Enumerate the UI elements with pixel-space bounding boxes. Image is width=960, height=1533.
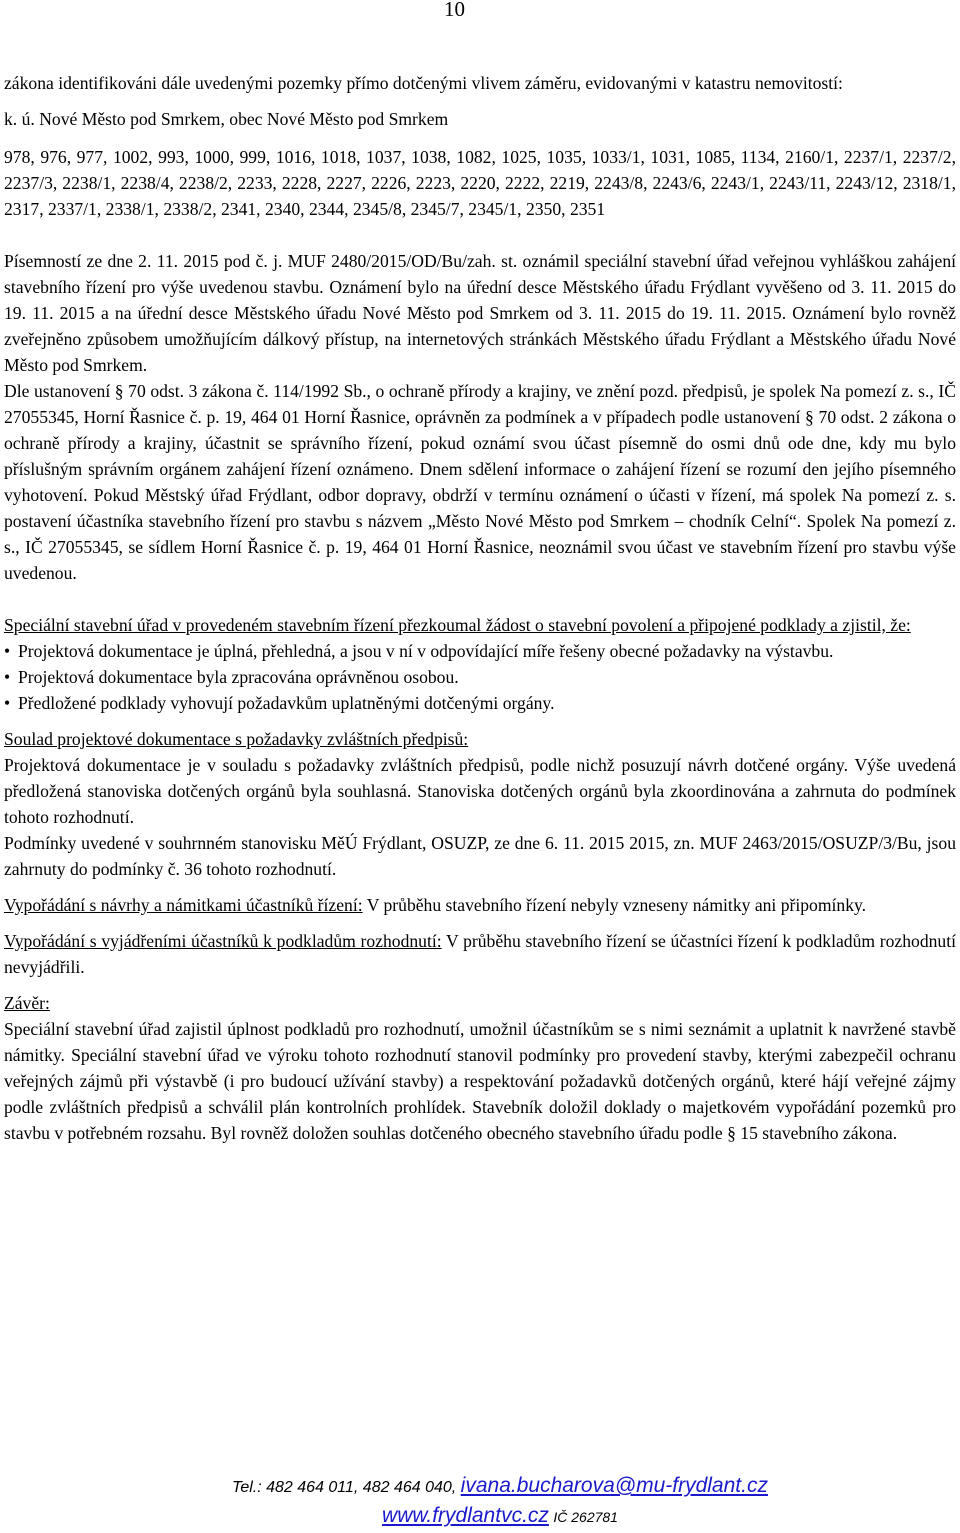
parcel-list: 978, 976, 977, 1002, 993, 1000, 999, 1016, 1018, 1037, 1038, 1082, 1025, 1035, 1033/1, 1031, 1085, 1134, 2160/1, 2237/1, 2237/2, 2237/3, 2238/1, 2238/4, 2238/2, 2233, 2228, 2227, 2226, 2223, 2220, 2222, 2219, 2243/8, 2243/6, 2243/1, 2243/11, 2243/12, 2318/1, 2317, 2337/1, 2338/1, 2338/2, 2341, 2340, 2344, 2345/8, 2345/7, 2345/1, 2350, 2351 <box>4 147 956 219</box>
footer <box>190 1472 810 1532</box>
compliance-paragraph: Projektová dokumentace je v souladu s požadavky zvláštních předpisů, podle nichž posuzují návrh dotčené orgány. Výše uvedená předložená stanoviska dotčených orgánů byla souhlasná. Stanoviska dotčených orgánů byla zkoordinována a zahrnuta do podmínek tohoto rozhodnutí. <box>4 755 956 827</box>
association-paragraph: Dle ustanovení § 70 odst. 3 zákona č. 114/1992 Sb., o ochraně přírody a krajiny, ve znění pozd. předpisů, je spolek Na pomezí z. s., IČ 27055345, Horní Řasnice č. p. 19, 464 01 Horní Řasnice, oprávněn za podmínek a v případech podle ustanovení § 70 odst. 2 zákona o ochraně přírody a krajiny, účastnit se správního řízení, pokud oznámí svou účast písemně do osmi dnů ode dne, kdy mu bylo příslušným správním orgánem zahájení řízení oznámeno. Dnem sdělení informace o zahájení řízení se rozumí den jejího písemného vyhotovení. Pokud Městský úřad Frýdlant, odbor dopravy, obdrží v termínu oznámení o účasti v řízení, má spolek Na pomezí z. s. postavení účastníka stavebního řízení pro stavbu s názvem „Město Nové Město pod Smrkem – chodník Celní“. Spolek Na pomezí z. s., IČ 27055345, se sídlem Horní Řasnice č. p. 19, 464 01 Horní Řasnice, neoznámil svou účast ve stavebním řízení pro stavbu výše uvedenou. <box>4 381 956 583</box>
bullet-text: Projektová dokumentace byla zpracována oprávněnou osobou. <box>18 667 459 687</box>
review-heading: Speciální stavební úřad v provedeném stavebním řízení přezkoumal žádost o stavební povolení a připojené podklady a zjistil, že: <box>4 615 911 635</box>
bullet-icon: • <box>4 667 11 687</box>
objections-paragraph <box>4 892 956 918</box>
footer-ico: IČ 262781 <box>553 1509 618 1525</box>
review-bullet <box>4 638 956 664</box>
statements-heading: Vypořádání s vyjádřeními účastníků k podkladům rozhodnutí: <box>4 931 442 951</box>
bullet-icon: • <box>4 641 11 661</box>
website-link[interactable]: www.frydlantvc.cz <box>382 1504 549 1527</box>
page-number: 10 <box>444 0 465 21</box>
compliance-heading: Soulad projektové dokumentace s požadavky zvláštních předpisů: <box>4 729 469 749</box>
cadastral-area: k. ú. Nové Město pod Smrkem, obec Nové Město pod Smrkem <box>4 109 449 129</box>
conclusion-heading: Závěr: <box>4 993 50 1013</box>
bullet-text: Projektová dokumentace je úplná, přehledná, a jsou v ní v odpovídající míře řešeny obecné požadavky na výstavbu. <box>18 641 834 661</box>
footer-contact-line <box>190 1472 810 1502</box>
bullet-icon: • <box>4 693 11 713</box>
review-bullet <box>4 690 956 716</box>
email-link[interactable]: ivana.bucharova@mu-frydlant.cz <box>460 1474 768 1497</box>
footer-phone: Tel.: 482 464 011, 482 464 040, <box>232 1479 461 1496</box>
review-bullet <box>4 664 956 690</box>
statements-paragraph <box>4 928 956 980</box>
notice-paragraph: Písemností ze dne 2. 11. 2015 pod č. j. MUF 2480/2015/OD/Bu/zah. st. oznámil speciální stavební úřad veřejnou vyhláškou zahájení stavebního řízení pro výše uvedenou stavbu. Oznámení bylo na úřední desce Městského úřadu Frýdlant vyvěšeno od 3. 11. 2015 do 19. 11. 2015 a na úřední desce Městského úřadu Nové Město pod Smrkem od 3. 11. 2015 do 19. 11. 2015. Oznámení bylo rovněž zveřejněno způsobem umožňujícím dálkový přístup, na internetových stránkách Městského úřadu Frýdlant a Městského úřadu Nové Město pod Smrkem. <box>4 251 956 375</box>
conditions-paragraph: Podmínky uvedené v souhrnném stanovisku MěÚ Frýdlant, OSUZP, ze dne 6. 11. 2015 2015, zn. MUF 2463/2015/OSUZP/3/Bu, jsou zahrnuty do podmínky č. 36 tohoto rozhodnutí. <box>4 833 956 879</box>
document-body <box>4 70 956 1146</box>
footer-web-line <box>190 1502 810 1532</box>
objections-text: V průběhu stavebního řízení nebyly vzneseny námitky ani připomínky. <box>362 895 867 915</box>
intro-paragraph: zákona identifikováni dále uvedenými pozemky přímo dotčenými vlivem záměru, evidovanými v katastru nemovitostí: <box>4 73 843 93</box>
bullet-text: Předložené podklady vyhovují požadavkům uplatněnými dotčenými orgány. <box>18 693 555 713</box>
conclusion-paragraph: Speciální stavební úřad zajistil úplnost podkladů pro rozhodnutí, umožnil účastníkům se s nimi seznámit a uplatnit k navržené stavbě námitky. Speciální stavební úřad ve výroku tohoto rozhodnutí stanovil podmínky pro provedení stavby, kterými zabezpečil ochranu veřejných zájmů při výstavbě (i pro budoucí užívání stavby) a respektování požadavků dotčených orgánů, které hájí veřejné zájmy podle zvláštních předpisů a schválil plán kontrolních prohlídek. Stavebník doložil doklady o majetkovém vypořádání pozemků pro stavbu v potřebném rozsahu. Byl rovněž doložen souhlas dotčeného obecného stavebního úřadu podle § 15 stavebního zákona. <box>4 1019 956 1143</box>
objections-heading: Vypořádání s návrhy a námitkami účastníků řízení: <box>4 895 363 915</box>
statements-text: V průběhu stavebního řízení se účastníci řízení k podkladům rozhodnutí nevyjádřili. <box>4 931 957 977</box>
